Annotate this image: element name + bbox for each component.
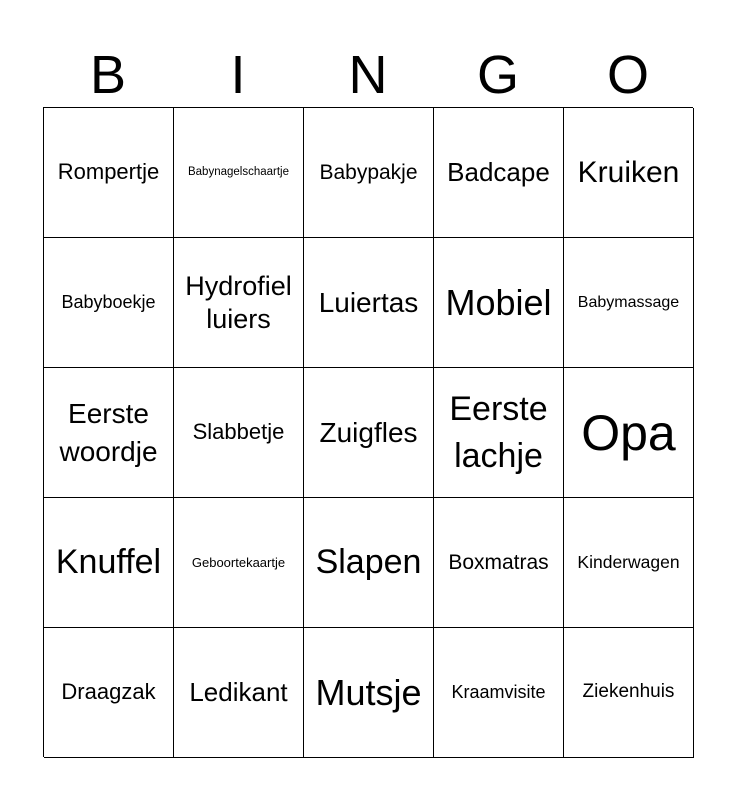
bingo-cell[interactable]: [564, 108, 694, 238]
header-letter-n: N: [348, 45, 388, 105]
bingo-cell[interactable]: [44, 498, 174, 628]
cell-label: Mobiel: [445, 281, 552, 323]
bingo-cell[interactable]: [304, 498, 434, 628]
bingo-header: [43, 44, 693, 106]
cell-label: Kinderwagen: [577, 552, 680, 572]
bingo-cell[interactable]: [434, 498, 564, 628]
cell-label: Boxmatras: [448, 550, 549, 574]
bingo-cell[interactable]: [44, 628, 174, 758]
bingo-cell[interactable]: [174, 238, 304, 368]
cell-label: Ledikant: [189, 676, 288, 707]
bingo-cell[interactable]: [44, 238, 174, 368]
cell-label: Kruiken: [577, 155, 680, 189]
bingo-cell[interactable]: [44, 108, 174, 238]
cell-label: Draagzak: [61, 679, 156, 705]
cell-label: Zuigfles: [319, 416, 418, 448]
bingo-cell[interactable]: [434, 108, 564, 238]
cell-label: Rompertje: [57, 159, 160, 185]
cell-label: Knuffel: [55, 543, 162, 582]
header-letter-o: O: [606, 45, 649, 105]
cell-label: Babypakje: [319, 160, 418, 184]
cell-label: Hydrofiel luiers: [185, 270, 292, 334]
cell-label: Opa: [581, 404, 676, 461]
cell-label: Slapen: [315, 543, 422, 582]
bingo-cell[interactable]: [174, 108, 304, 238]
cell-label: Slabbetje: [192, 419, 285, 445]
bingo-cell[interactable]: [174, 368, 304, 498]
cell-label: Geboortekaartje: [191, 554, 286, 570]
bingo-cell[interactable]: [564, 368, 694, 498]
cell-label: Luiertas: [318, 286, 419, 318]
bingo-cell[interactable]: [174, 628, 304, 758]
cell-label: Babynagelschaartje: [187, 165, 289, 178]
cell-label: Kraamvisite: [451, 681, 546, 702]
cell-label: Eerste woordje: [59, 397, 158, 467]
bingo-cell[interactable]: [304, 238, 434, 368]
bingo-cell[interactable]: [434, 628, 564, 758]
cell-label: Ziekenhuis: [582, 681, 675, 703]
header-letter-b: B: [89, 45, 127, 105]
bingo-cell[interactable]: [564, 238, 694, 368]
cell-label: Badcape: [447, 156, 550, 187]
cell-label: Mutsje: [315, 671, 422, 713]
bingo-cell[interactable]: [44, 368, 174, 498]
cell-label: Eerste lachje: [449, 389, 548, 475]
cell-label: Babymassage: [577, 293, 680, 311]
bingo-cell[interactable]: [564, 628, 694, 758]
header-letter-g: G: [476, 45, 519, 105]
bingo-cell[interactable]: [304, 108, 434, 238]
cell-label: Babyboekje: [61, 291, 156, 312]
bingo-cell[interactable]: [304, 368, 434, 498]
bingo-board: [43, 107, 693, 757]
bingo-cell[interactable]: [174, 498, 304, 628]
bingo-cell[interactable]: [434, 368, 564, 498]
header-letter-i: I: [230, 45, 246, 105]
bingo-cell[interactable]: [564, 498, 694, 628]
bingo-cell[interactable]: [434, 238, 564, 368]
bingo-cell[interactable]: [304, 628, 434, 758]
